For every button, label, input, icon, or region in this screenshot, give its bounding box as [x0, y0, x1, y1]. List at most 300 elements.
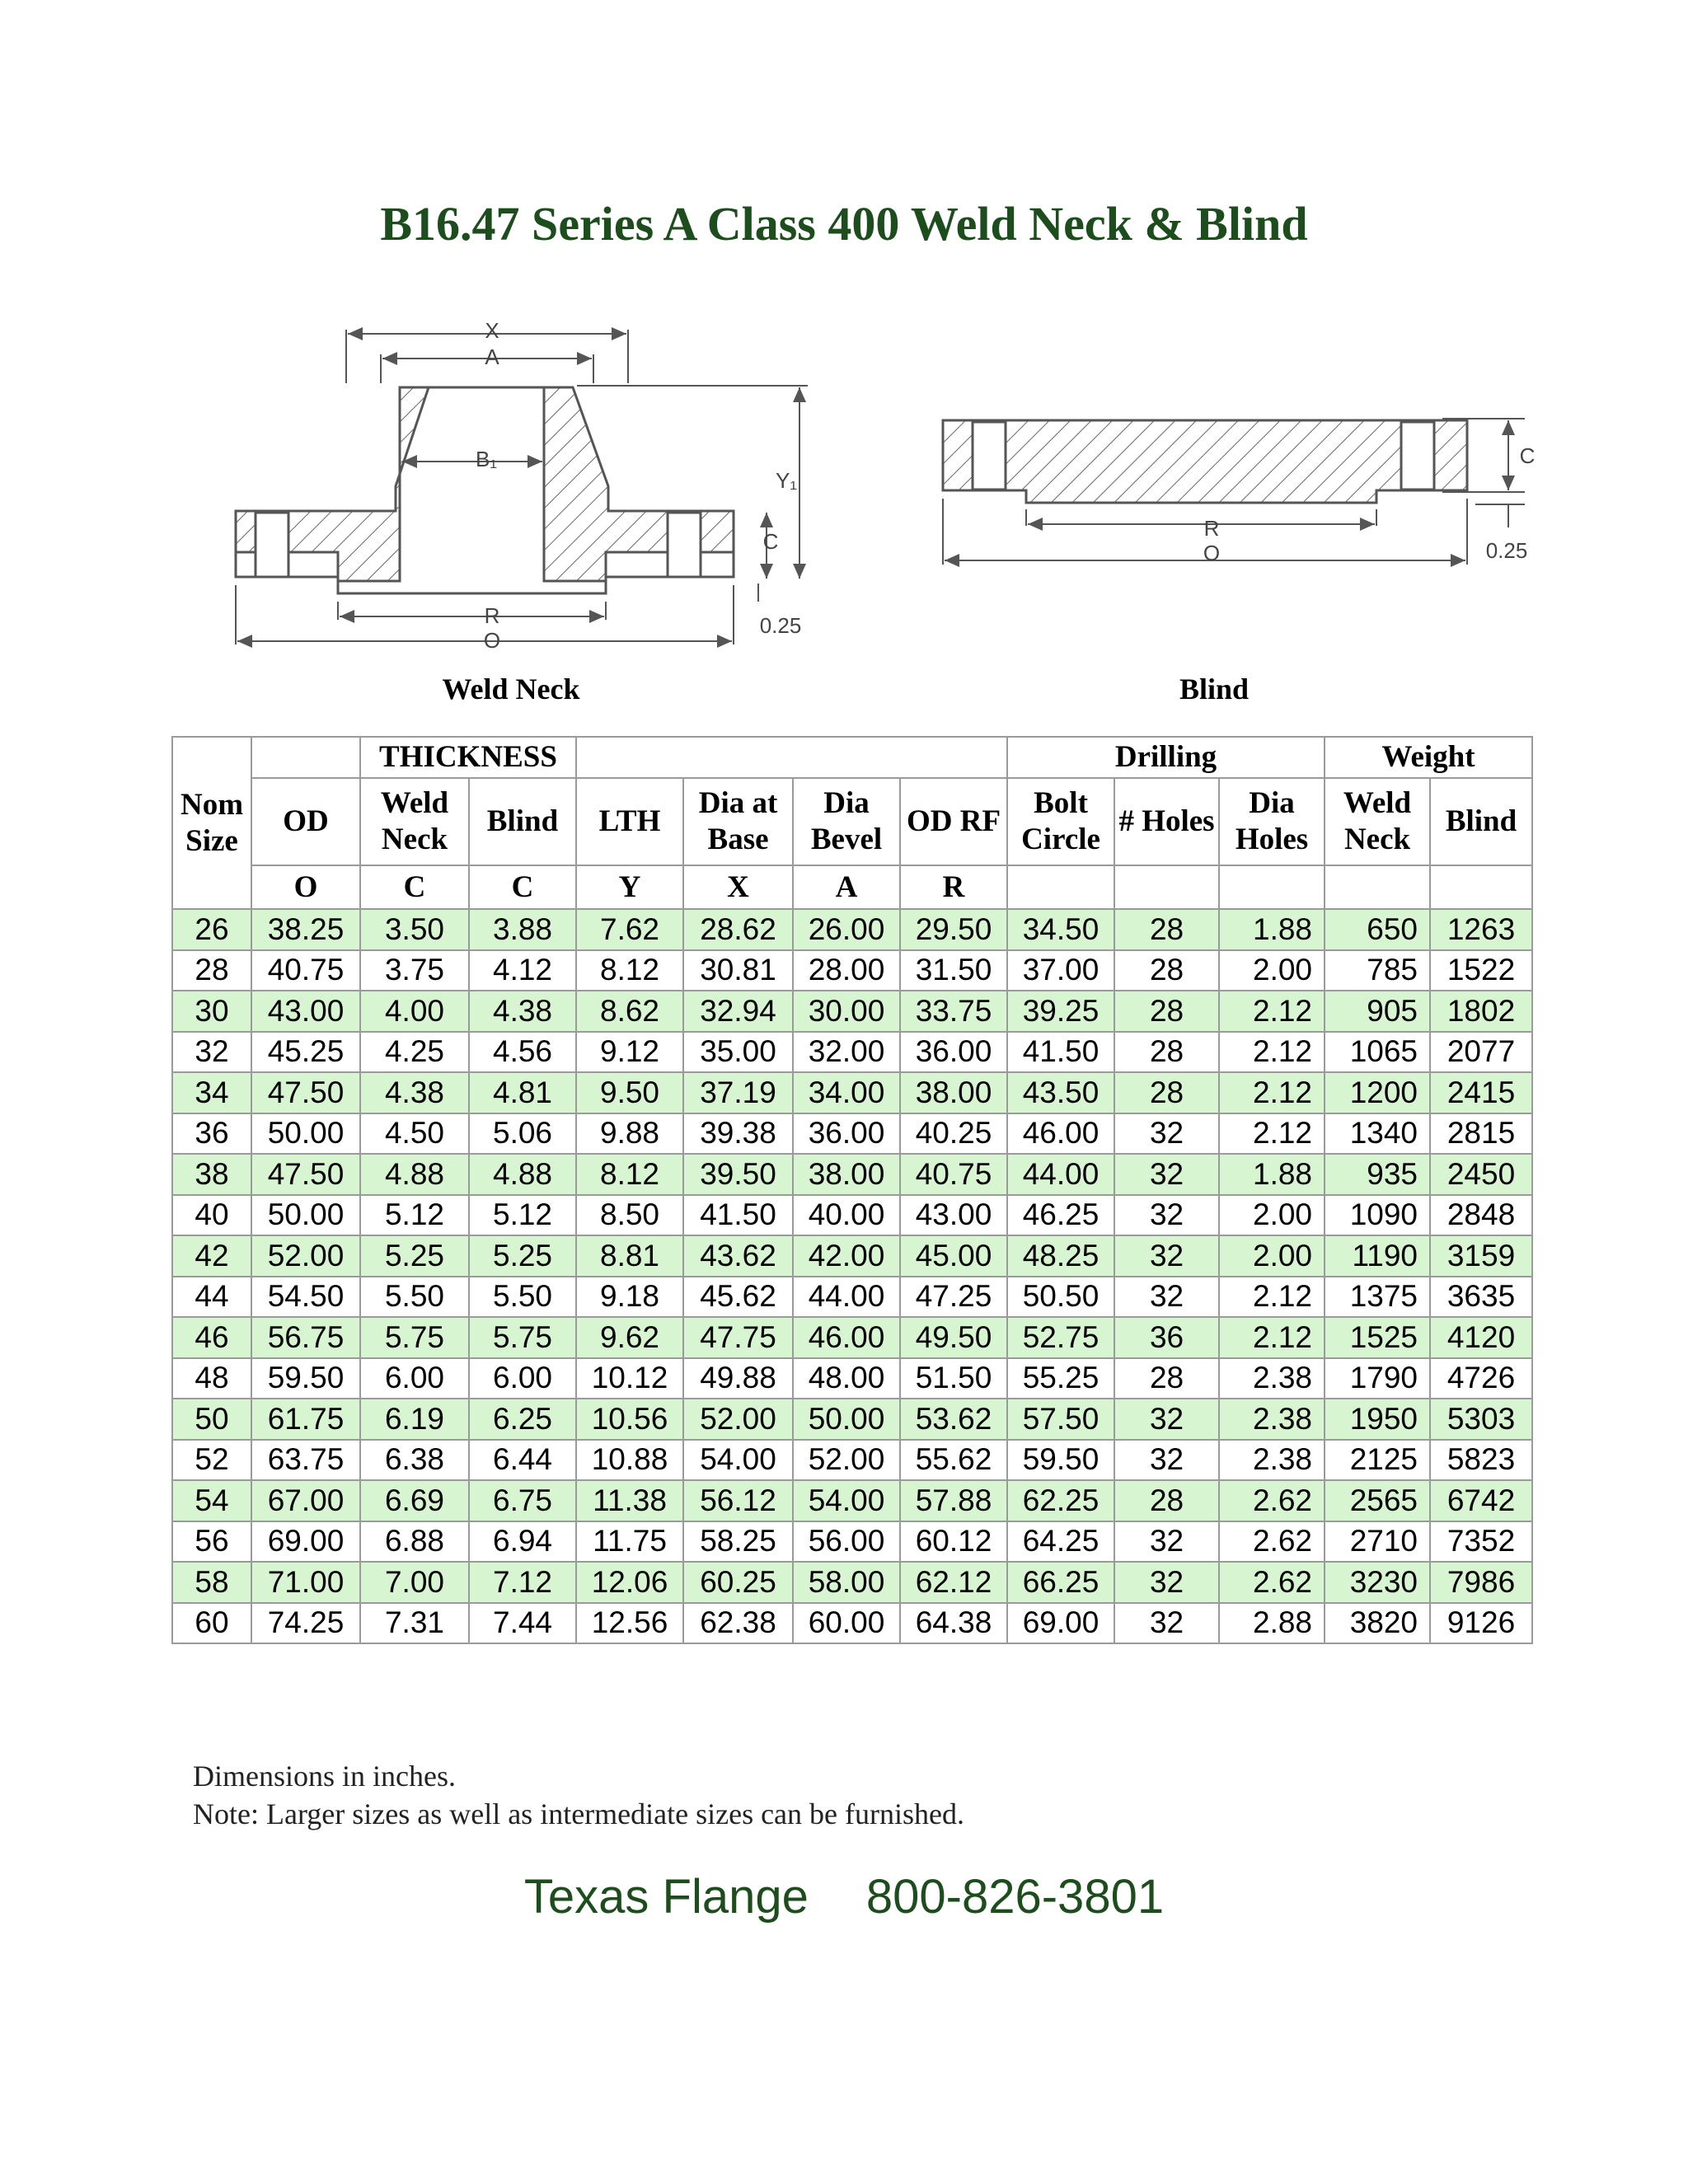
cell-weight-weld-neck: 2565 — [1325, 1480, 1430, 1521]
symbol-od-rf: R — [900, 865, 1007, 909]
col-header-num-holes: # Holes — [1114, 778, 1219, 865]
table-row — [172, 1154, 1532, 1195]
cell-od: 61.75 — [251, 1399, 360, 1440]
cell-blind: 5.75 — [469, 1317, 576, 1358]
cell-weight-weld-neck: 1790 — [1325, 1358, 1430, 1399]
cell-lth: 8.50 — [576, 1195, 683, 1236]
cell-blind: 7.44 — [469, 1603, 576, 1644]
cell-weight-blind: 6742 — [1430, 1480, 1532, 1521]
dim-b1-label: B₁ — [475, 447, 498, 471]
cell-dia-bevel: 46.00 — [793, 1317, 900, 1358]
cell-blind: 6.94 — [469, 1521, 576, 1563]
cell-dia-bevel: 54.00 — [793, 1480, 900, 1521]
cell-num-holes: 32 — [1114, 1399, 1219, 1440]
cell-dia-bevel: 56.00 — [793, 1521, 900, 1563]
cell-num-holes: 32 — [1114, 1113, 1219, 1155]
dim-y1-label: Y₁ — [775, 468, 798, 493]
cell-weld-neck: 5.50 — [360, 1277, 469, 1318]
cell-lth: 10.12 — [576, 1358, 683, 1399]
cell-dia-at-base: 49.88 — [683, 1358, 793, 1399]
cell-nom-size: 44 — [172, 1277, 251, 1318]
cell-blind: 4.88 — [469, 1154, 576, 1195]
cell-weld-neck: 5.12 — [360, 1195, 469, 1236]
cell-od: 43.00 — [251, 991, 360, 1032]
cell-od-rf: 36.00 — [900, 1032, 1007, 1073]
cell-weight-weld-neck: 1190 — [1325, 1235, 1430, 1277]
notes — [193, 1757, 964, 1833]
cell-nom-size: 28 — [172, 950, 251, 991]
cell-bolt-circle: 66.25 — [1007, 1562, 1114, 1603]
cell-nom-size: 32 — [172, 1032, 251, 1073]
cell-nom-size: 26 — [172, 909, 251, 950]
cell-blind: 4.56 — [469, 1032, 576, 1073]
table-row — [172, 950, 1532, 991]
col-header-weight-blind: Blind — [1430, 778, 1532, 865]
cell-weld-neck: 7.00 — [360, 1562, 469, 1603]
cell-dia-at-base: 58.25 — [683, 1521, 793, 1563]
table-row — [172, 1399, 1532, 1440]
col-header-lth: LTH — [576, 778, 683, 865]
cell-dia-holes: 2.38 — [1219, 1440, 1325, 1481]
cell-weld-neck: 4.25 — [360, 1032, 469, 1073]
cell-od-rf: 57.88 — [900, 1480, 1007, 1521]
cell-bolt-circle: 55.25 — [1007, 1358, 1114, 1399]
cell-blind: 6.75 — [469, 1480, 576, 1521]
cell-weight-weld-neck: 3230 — [1325, 1562, 1430, 1603]
cell-dia-holes: 2.12 — [1219, 1072, 1325, 1113]
cell-nom-size: 30 — [172, 991, 251, 1032]
cell-dia-holes: 2.00 — [1219, 950, 1325, 991]
cell-dia-holes: 2.12 — [1219, 1317, 1325, 1358]
cell-dia-at-base: 56.12 — [683, 1480, 793, 1521]
cell-dia-bevel: 28.00 — [793, 950, 900, 991]
cell-blind: 4.38 — [469, 991, 576, 1032]
blind-caption: Blind — [1179, 673, 1250, 705]
cell-dia-holes: 2.62 — [1219, 1562, 1325, 1603]
cell-od-rf: 40.75 — [900, 1154, 1007, 1195]
blind-dim-c-label: C — [1519, 443, 1536, 468]
symbol-blank — [1325, 865, 1430, 909]
cell-dia-holes: 1.88 — [1219, 1154, 1325, 1195]
cell-lth: 7.62 — [576, 909, 683, 950]
cell-weight-blind: 3159 — [1430, 1235, 1532, 1277]
cell-bolt-circle: 37.00 — [1007, 950, 1114, 991]
table-row — [172, 1562, 1532, 1603]
cell-weight-blind: 3635 — [1430, 1277, 1532, 1318]
cell-weight-blind: 2450 — [1430, 1154, 1532, 1195]
cell-od-rf: 55.62 — [900, 1440, 1007, 1481]
cell-nom-size: 46 — [172, 1317, 251, 1358]
symbol-blank — [1219, 865, 1325, 909]
cell-weight-weld-neck: 1200 — [1325, 1072, 1430, 1113]
symbol-blank — [1430, 865, 1532, 909]
dim-x-label: X — [485, 318, 499, 343]
cell-od-rf: 45.00 — [900, 1235, 1007, 1277]
cell-dia-bevel: 58.00 — [793, 1562, 900, 1603]
cell-weight-blind: 1263 — [1430, 909, 1532, 950]
weld-neck-drawing — [223, 305, 816, 659]
cell-weld-neck: 6.19 — [360, 1399, 469, 1440]
cell-weld-neck: 6.69 — [360, 1480, 469, 1521]
cell-dia-holes: 2.12 — [1219, 1113, 1325, 1155]
table-row — [172, 1195, 1532, 1236]
cell-od: 52.00 — [251, 1235, 360, 1277]
cell-num-holes: 28 — [1114, 1358, 1219, 1399]
cell-nom-size: 60 — [172, 1603, 251, 1644]
cell-weight-blind: 1802 — [1430, 991, 1532, 1032]
cell-weld-neck: 6.38 — [360, 1440, 469, 1481]
cell-lth: 9.62 — [576, 1317, 683, 1358]
cell-num-holes: 28 — [1114, 950, 1219, 991]
cell-dia-holes: 2.12 — [1219, 991, 1325, 1032]
cell-weld-neck: 3.75 — [360, 950, 469, 991]
cell-dia-holes: 2.00 — [1219, 1235, 1325, 1277]
footer — [0, 1869, 1688, 1924]
table-row — [172, 1113, 1532, 1155]
cell-dia-at-base: 47.75 — [683, 1317, 793, 1358]
cell-lth: 9.50 — [576, 1072, 683, 1113]
cell-dia-at-base: 39.50 — [683, 1154, 793, 1195]
cell-od: 50.00 — [251, 1113, 360, 1155]
cell-od-rf: 62.12 — [900, 1562, 1007, 1603]
cell-bolt-circle: 52.75 — [1007, 1317, 1114, 1358]
cell-dia-bevel: 50.00 — [793, 1399, 900, 1440]
cell-bolt-circle: 62.25 — [1007, 1480, 1114, 1521]
cell-nom-size: 38 — [172, 1154, 251, 1195]
cell-nom-size: 50 — [172, 1399, 251, 1440]
cell-weight-weld-neck: 1525 — [1325, 1317, 1430, 1358]
cell-dia-at-base: 62.38 — [683, 1603, 793, 1644]
cell-weight-blind: 7352 — [1430, 1521, 1532, 1563]
cell-weight-blind: 2415 — [1430, 1072, 1532, 1113]
blind-drawing — [931, 412, 1541, 577]
blind-dim-offset-label: 0.25 — [1485, 538, 1528, 563]
cell-nom-size: 42 — [172, 1235, 251, 1277]
col-header-od-rf: OD RF — [900, 778, 1007, 865]
cell-dia-bevel: 34.00 — [793, 1072, 900, 1113]
cell-dia-at-base: 60.25 — [683, 1562, 793, 1603]
cell-dia-holes: 2.12 — [1219, 1032, 1325, 1073]
weld-neck-caption: Weld Neck — [442, 673, 580, 705]
cell-num-holes: 32 — [1114, 1277, 1219, 1318]
cell-od-rf: 60.12 — [900, 1521, 1007, 1563]
cell-bolt-circle: 48.25 — [1007, 1235, 1114, 1277]
cell-weld-neck: 5.75 — [360, 1317, 469, 1358]
cell-lth: 10.88 — [576, 1440, 683, 1481]
cell-dia-holes: 2.88 — [1219, 1603, 1325, 1644]
cell-weight-weld-neck: 935 — [1325, 1154, 1430, 1195]
cell-weight-weld-neck: 1340 — [1325, 1113, 1430, 1155]
cell-weight-blind: 9126 — [1430, 1603, 1532, 1644]
col-header-dia-at-base: Dia at Base — [683, 778, 793, 865]
cell-weight-blind: 4120 — [1430, 1317, 1532, 1358]
table-row — [172, 1603, 1532, 1644]
symbol-dia-bevel: A — [793, 865, 900, 909]
cell-nom-size: 36 — [172, 1113, 251, 1155]
cell-weight-blind: 7986 — [1430, 1562, 1532, 1603]
cell-od: 38.25 — [251, 909, 360, 950]
group-header-blank — [251, 737, 360, 778]
cell-od-rf: 38.00 — [900, 1072, 1007, 1113]
cell-lth: 12.56 — [576, 1603, 683, 1644]
cell-nom-size: 58 — [172, 1562, 251, 1603]
cell-weight-weld-neck: 1065 — [1325, 1032, 1430, 1073]
cell-dia-at-base: 28.62 — [683, 909, 793, 950]
cell-weight-blind: 4726 — [1430, 1358, 1532, 1399]
blind-dim-o-label: O — [1203, 541, 1221, 565]
cell-dia-at-base: 43.62 — [683, 1235, 793, 1277]
cell-nom-size: 34 — [172, 1072, 251, 1113]
table-row — [172, 1358, 1532, 1399]
cell-blind: 3.88 — [469, 909, 576, 950]
units-note: Dimensions in inches. — [193, 1760, 456, 1793]
cell-od: 59.50 — [251, 1358, 360, 1399]
cell-dia-at-base: 39.38 — [683, 1113, 793, 1155]
cell-od-rf: 43.00 — [900, 1195, 1007, 1236]
cell-weld-neck: 4.50 — [360, 1113, 469, 1155]
table-row — [172, 1235, 1532, 1277]
cell-dia-at-base: 37.19 — [683, 1072, 793, 1113]
table-row — [172, 1480, 1532, 1521]
cell-lth: 8.81 — [576, 1235, 683, 1277]
cell-weight-blind: 1522 — [1430, 950, 1532, 991]
cell-od: 47.50 — [251, 1154, 360, 1195]
cell-od-rf: 31.50 — [900, 950, 1007, 991]
cell-weight-weld-neck: 1090 — [1325, 1195, 1430, 1236]
col-header-blind: Blind — [469, 778, 576, 865]
cell-weld-neck: 6.88 — [360, 1521, 469, 1563]
cell-lth: 10.56 — [576, 1399, 683, 1440]
cell-num-holes: 28 — [1114, 1032, 1219, 1073]
cell-lth: 9.12 — [576, 1032, 683, 1073]
cell-bolt-circle: 59.50 — [1007, 1440, 1114, 1481]
cell-od: 47.50 — [251, 1072, 360, 1113]
cell-weight-weld-neck: 2125 — [1325, 1440, 1430, 1481]
cell-weld-neck: 4.88 — [360, 1154, 469, 1195]
cell-bolt-circle: 64.25 — [1007, 1521, 1114, 1563]
cell-od: 50.00 — [251, 1195, 360, 1236]
cell-od: 45.25 — [251, 1032, 360, 1073]
cell-od: 71.00 — [251, 1562, 360, 1603]
table-row — [172, 1317, 1532, 1358]
cell-num-holes: 32 — [1114, 1440, 1219, 1481]
col-header-dia-bevel: Dia Bevel — [793, 778, 900, 865]
cell-od-rf: 47.25 — [900, 1277, 1007, 1318]
group-header-blank — [576, 737, 1007, 778]
cell-dia-bevel: 36.00 — [793, 1113, 900, 1155]
company-name: Texas Flange — [523, 1870, 809, 1924]
cell-blind: 4.81 — [469, 1072, 576, 1113]
cell-weld-neck: 6.00 — [360, 1358, 469, 1399]
symbol-dia-at-base: X — [683, 865, 793, 909]
col-header-weld-neck: Weld Neck — [360, 778, 469, 865]
cell-lth: 8.12 — [576, 1154, 683, 1195]
cell-od-rf: 49.50 — [900, 1317, 1007, 1358]
cell-weld-neck: 5.25 — [360, 1235, 469, 1277]
cell-weight-weld-neck: 1950 — [1325, 1399, 1430, 1440]
cell-dia-at-base: 45.62 — [683, 1277, 793, 1318]
cell-dia-bevel: 38.00 — [793, 1154, 900, 1195]
cell-od-rf: 53.62 — [900, 1399, 1007, 1440]
cell-weight-blind: 2848 — [1430, 1195, 1532, 1236]
cell-dia-bevel: 40.00 — [793, 1195, 900, 1236]
symbol-blank — [1114, 865, 1219, 909]
symbol-od: O — [251, 865, 360, 909]
cell-od-rf: 51.50 — [900, 1358, 1007, 1399]
blind-dim-r-label: R — [1203, 516, 1220, 541]
col-header-od: OD — [251, 778, 360, 865]
col-header-bolt-circle: Bolt Circle — [1007, 778, 1114, 865]
cell-bolt-circle: 34.50 — [1007, 909, 1114, 950]
symbol-blank — [1007, 865, 1114, 909]
cell-dia-at-base: 52.00 — [683, 1399, 793, 1440]
cell-bolt-circle: 46.25 — [1007, 1195, 1114, 1236]
cell-lth: 9.88 — [576, 1113, 683, 1155]
cell-dia-holes: 2.38 — [1219, 1399, 1325, 1440]
dim-r-label: R — [484, 603, 500, 628]
cell-num-holes: 32 — [1114, 1154, 1219, 1195]
cell-weight-blind: 5303 — [1430, 1399, 1532, 1440]
cell-weight-blind: 5823 — [1430, 1440, 1532, 1481]
table-row — [172, 1521, 1532, 1563]
cell-dia-holes: 2.38 — [1219, 1358, 1325, 1399]
cell-dia-bevel: 26.00 — [793, 909, 900, 950]
cell-blind: 6.25 — [469, 1399, 576, 1440]
cell-dia-holes: 2.00 — [1219, 1195, 1325, 1236]
cell-dia-at-base: 32.94 — [683, 991, 793, 1032]
cell-lth: 8.62 — [576, 991, 683, 1032]
cell-blind: 4.12 — [469, 950, 576, 991]
cell-od-rf: 29.50 — [900, 909, 1007, 950]
dim-offset-label: 0.25 — [759, 613, 802, 638]
cell-od: 40.75 — [251, 950, 360, 991]
page-title: B16.47 Series A Class 400 Weld Neck & Blind — [380, 197, 1308, 251]
cell-dia-at-base: 30.81 — [683, 950, 793, 991]
cell-bolt-circle: 50.50 — [1007, 1277, 1114, 1318]
cell-dia-holes: 2.62 — [1219, 1480, 1325, 1521]
cell-blind: 6.00 — [469, 1358, 576, 1399]
cell-dia-bevel: 30.00 — [793, 991, 900, 1032]
cell-weight-weld-neck: 2710 — [1325, 1521, 1430, 1563]
cell-num-holes: 28 — [1114, 991, 1219, 1032]
cell-dia-bevel: 32.00 — [793, 1032, 900, 1073]
col-header-nom-size: Nom Size — [172, 737, 251, 909]
cell-weight-weld-neck: 3820 — [1325, 1603, 1430, 1644]
table-row — [172, 1440, 1532, 1481]
cell-weight-weld-neck: 650 — [1325, 909, 1430, 950]
cell-num-holes: 28 — [1114, 909, 1219, 950]
group-header-thickness: THICKNESS — [360, 737, 576, 778]
cell-blind: 5.06 — [469, 1113, 576, 1155]
cell-od: 67.00 — [251, 1480, 360, 1521]
cell-dia-holes: 1.88 — [1219, 909, 1325, 950]
group-header-weight: Weight — [1325, 737, 1532, 778]
cell-bolt-circle: 44.00 — [1007, 1154, 1114, 1195]
cell-blind: 5.50 — [469, 1277, 576, 1318]
cell-dia-bevel: 60.00 — [793, 1603, 900, 1644]
cell-od: 69.00 — [251, 1521, 360, 1563]
cell-od: 63.75 — [251, 1440, 360, 1481]
cell-blind: 7.12 — [469, 1562, 576, 1603]
cell-weld-neck: 4.38 — [360, 1072, 469, 1113]
cell-dia-bevel: 42.00 — [793, 1235, 900, 1277]
cell-num-holes: 32 — [1114, 1235, 1219, 1277]
cell-blind: 6.44 — [469, 1440, 576, 1481]
sizes-note: Note: Larger sizes as well as intermediate sizes can be furnished. — [193, 1797, 964, 1830]
cell-weld-neck: 7.31 — [360, 1603, 469, 1644]
symbol-weld-neck: C — [360, 865, 469, 909]
cell-bolt-circle: 43.50 — [1007, 1072, 1114, 1113]
cell-lth: 8.12 — [576, 950, 683, 991]
cell-bolt-circle: 41.50 — [1007, 1032, 1114, 1073]
dim-o-label: O — [483, 628, 501, 653]
table-row — [172, 1277, 1532, 1318]
cell-od-rf: 33.75 — [900, 991, 1007, 1032]
cell-num-holes: 32 — [1114, 1562, 1219, 1603]
cell-bolt-circle: 46.00 — [1007, 1113, 1114, 1155]
cell-lth: 11.75 — [576, 1521, 683, 1563]
cell-num-holes: 28 — [1114, 1072, 1219, 1113]
cell-bolt-circle: 39.25 — [1007, 991, 1114, 1032]
table-row — [172, 1032, 1532, 1073]
cell-lth: 9.18 — [576, 1277, 683, 1318]
cell-weld-neck: 4.00 — [360, 991, 469, 1032]
cell-nom-size: 54 — [172, 1480, 251, 1521]
cell-num-holes: 36 — [1114, 1317, 1219, 1358]
symbol-lth: Y — [576, 865, 683, 909]
table-row — [172, 1072, 1532, 1113]
dim-a-label: A — [485, 344, 499, 369]
table-row — [172, 991, 1532, 1032]
cell-weight-blind: 2815 — [1430, 1113, 1532, 1155]
cell-dia-bevel: 52.00 — [793, 1440, 900, 1481]
cell-dia-bevel: 48.00 — [793, 1358, 900, 1399]
cell-od: 74.25 — [251, 1603, 360, 1644]
cell-weight-weld-neck: 785 — [1325, 950, 1430, 991]
cell-od: 54.50 — [251, 1277, 360, 1318]
cell-od-rf: 40.25 — [900, 1113, 1007, 1155]
dim-c-label: C — [762, 529, 779, 554]
group-header-drilling: Drilling — [1007, 737, 1325, 778]
col-header-weight-weld-neck: Weld Neck — [1325, 778, 1430, 865]
cell-dia-bevel: 44.00 — [793, 1277, 900, 1318]
cell-dia-at-base: 41.50 — [683, 1195, 793, 1236]
table-row — [172, 909, 1532, 950]
cell-nom-size: 48 — [172, 1358, 251, 1399]
cell-od: 56.75 — [251, 1317, 360, 1358]
flange-dimension-table — [171, 736, 1533, 1644]
cell-lth: 12.06 — [576, 1562, 683, 1603]
cell-blind: 5.25 — [469, 1235, 576, 1277]
cell-od-rf: 64.38 — [900, 1603, 1007, 1644]
cell-dia-at-base: 35.00 — [683, 1032, 793, 1073]
cell-nom-size: 56 — [172, 1521, 251, 1563]
table-body — [172, 909, 1532, 1643]
cell-weight-blind: 2077 — [1430, 1032, 1532, 1073]
cell-bolt-circle: 69.00 — [1007, 1603, 1114, 1644]
cell-num-holes: 32 — [1114, 1603, 1219, 1644]
cell-weight-weld-neck: 905 — [1325, 991, 1430, 1032]
cell-bolt-circle: 57.50 — [1007, 1399, 1114, 1440]
cell-num-holes: 32 — [1114, 1195, 1219, 1236]
cell-num-holes: 32 — [1114, 1521, 1219, 1563]
cell-lth: 11.38 — [576, 1480, 683, 1521]
cell-nom-size: 40 — [172, 1195, 251, 1236]
symbol-blind: C — [469, 865, 576, 909]
cell-weight-weld-neck: 1375 — [1325, 1277, 1430, 1318]
cell-dia-holes: 2.62 — [1219, 1521, 1325, 1563]
cell-dia-holes: 2.12 — [1219, 1277, 1325, 1318]
